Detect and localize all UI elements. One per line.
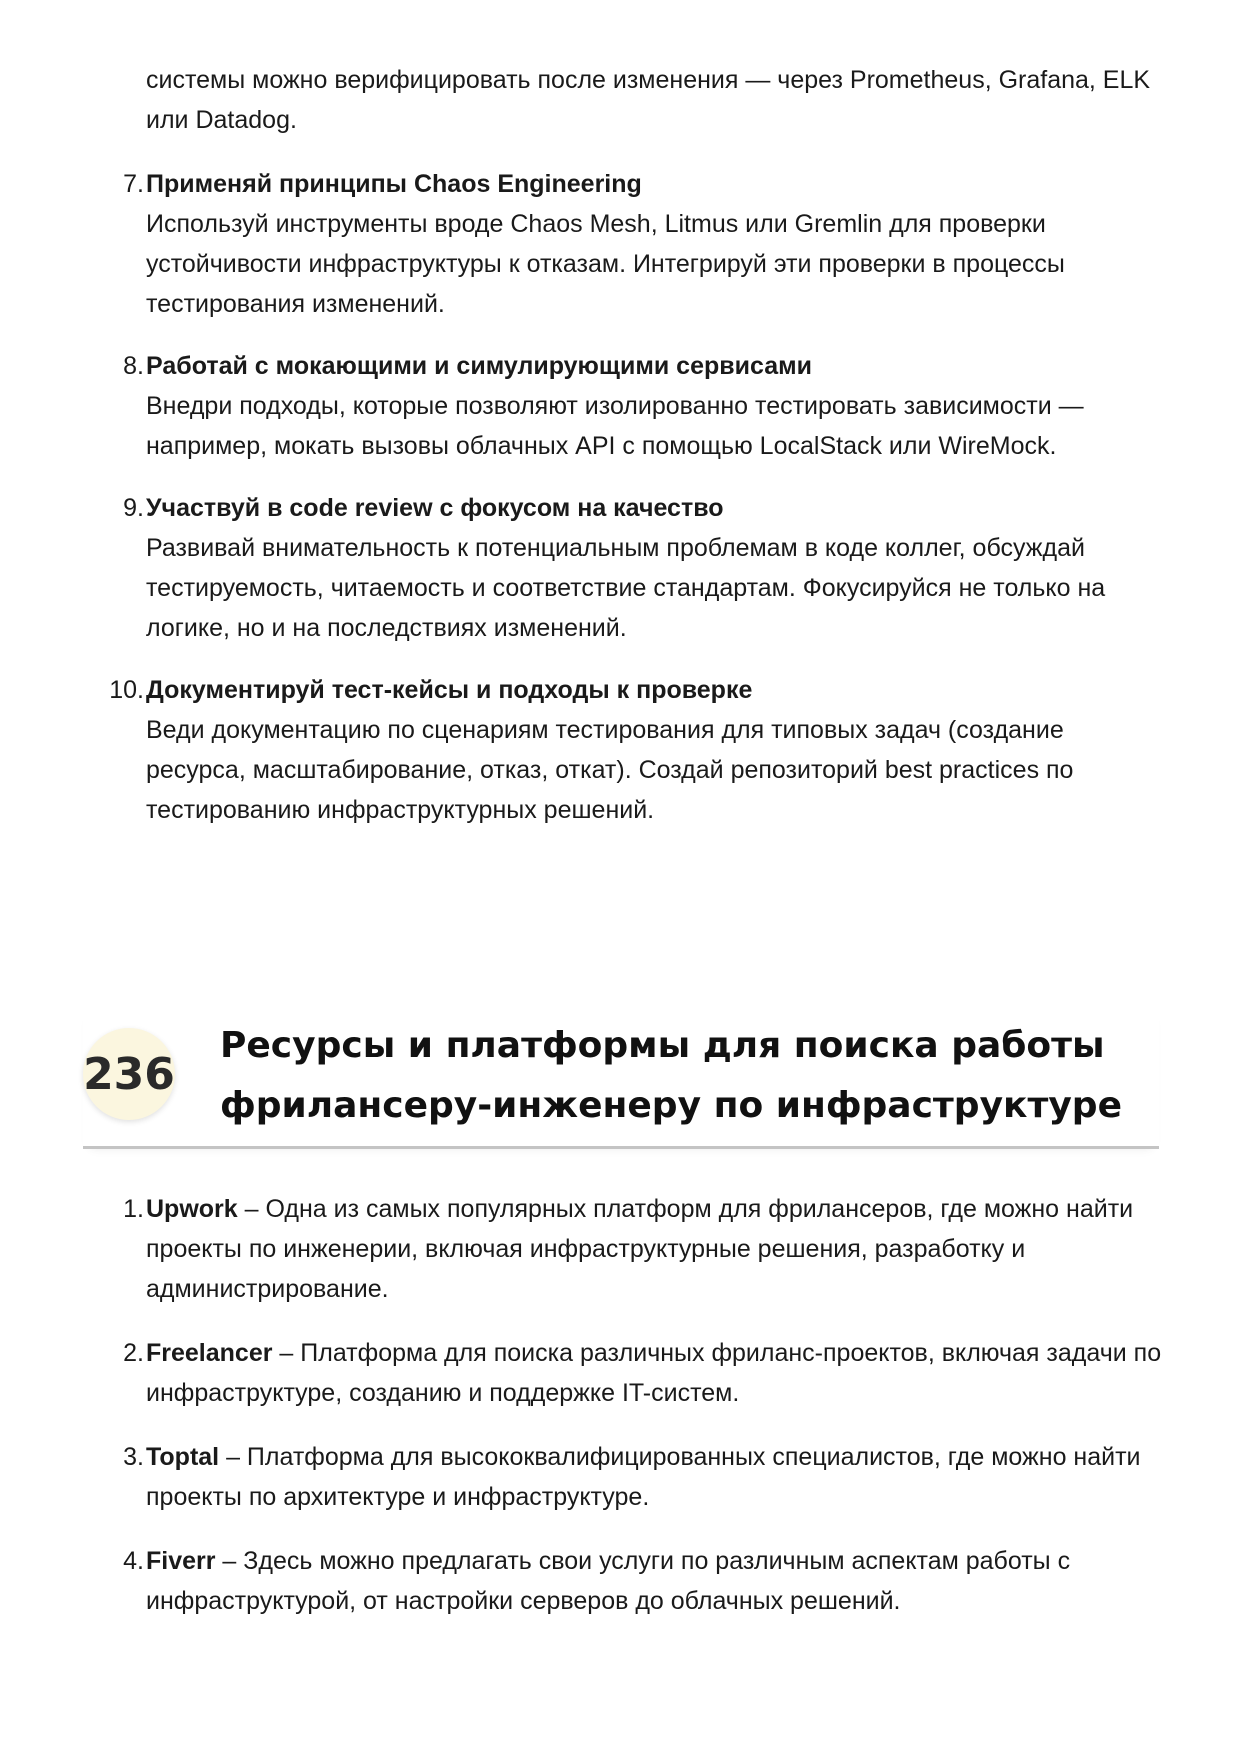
list-item-title: Применяй принципы Chaos Engineering	[146, 170, 642, 198]
list-item-text: Внедри подходы, которые позволяют изолированно тестировать зависимости — например, мокать вызовы облачных API с помощью LocalStack или WireMock.	[146, 392, 1084, 460]
list-item	[123, 1189, 1166, 1309]
list-item	[123, 1541, 1166, 1621]
continuation-paragraph: системы можно верифицировать после изменения — через Prometheus, Grafana, ELK или Datadog.	[146, 66, 1151, 134]
list-item-title: Работай с мокающими и симулирующими сервисами	[146, 352, 812, 380]
list-item	[123, 346, 1166, 466]
testing-tips-list	[109, 164, 1166, 830]
list-item	[123, 1437, 1166, 1517]
list-item-number: 8.	[123, 352, 144, 380]
platforms-list	[123, 1189, 1166, 1621]
list-item	[123, 1333, 1166, 1413]
list-item-title: Документируй тест-кейсы и подходы к проверке	[146, 676, 753, 704]
list-item-text: Развивай внимательность к потенциальным проблемам в коде коллег, обсуждай тестируемость, читаемость и соответствие стандартам. Фокусируйся не только на логике, но и на последствиях изменений.	[146, 534, 1106, 642]
platform-name: Upwork	[146, 1195, 238, 1223]
platform-name: Toptal	[146, 1443, 220, 1471]
list-item-number: 9.	[123, 494, 144, 522]
platform-description: – Платформа для высококвалифицированных специалистов, где можно найти проекты по архитектуре и инфраструктуре.	[146, 1443, 1141, 1511]
list-item-number: 2.	[123, 1339, 144, 1367]
section-number-badge: 236	[83, 1028, 175, 1120]
section-title: Ресурсы и платформы для поиска работы фрилансеру-инженеру по инфраструктуре	[220, 1025, 1122, 1126]
list-item-title: Участвуй в code review с фокусом на качество	[146, 494, 724, 522]
platform-name: Freelancer	[146, 1339, 273, 1367]
list-item	[109, 670, 1166, 830]
list-item-number: 7.	[123, 170, 144, 198]
list-item-text: Используй инструменты вроде Chaos Mesh, Litmus или Gremlin для проверки устойчивости инфраструктуры к отказам. Интегрируй эти проверки в процессы тестирования изменений.	[146, 210, 1065, 318]
list-item-number: 1.	[123, 1195, 144, 1223]
platform-description: – Одна из самых популярных платформ для фрилансеров, где можно найти проекты по инженерии, включая инфраструктурные решения, разработку и администрирование.	[146, 1195, 1134, 1303]
list-item-number: 3.	[123, 1443, 144, 1471]
platform-description: – Платформа для поиска различных фриланс-проектов, включая задачи по инфраструктуре, созданию и поддержке IT-систем.	[146, 1339, 1162, 1407]
section-header	[83, 1006, 1159, 1149]
list-item	[123, 164, 1166, 324]
list-item-number: 10.	[109, 676, 144, 704]
list-item	[123, 488, 1166, 648]
platform-name: Fiverr	[146, 1547, 216, 1575]
platform-description: – Здесь можно предлагать свои услуги по различным аспектам работы с инфраструктурой, от настройки серверов до облачных решений.	[146, 1547, 1071, 1615]
list-item-number: 4.	[123, 1547, 144, 1575]
list-item-text: Веди документацию по сценариям тестирования для типовых задач (создание ресурса, масштабирование, отказ, откат). Создай репозиторий best practices по тестированию инфраструктурных решений.	[146, 716, 1074, 824]
